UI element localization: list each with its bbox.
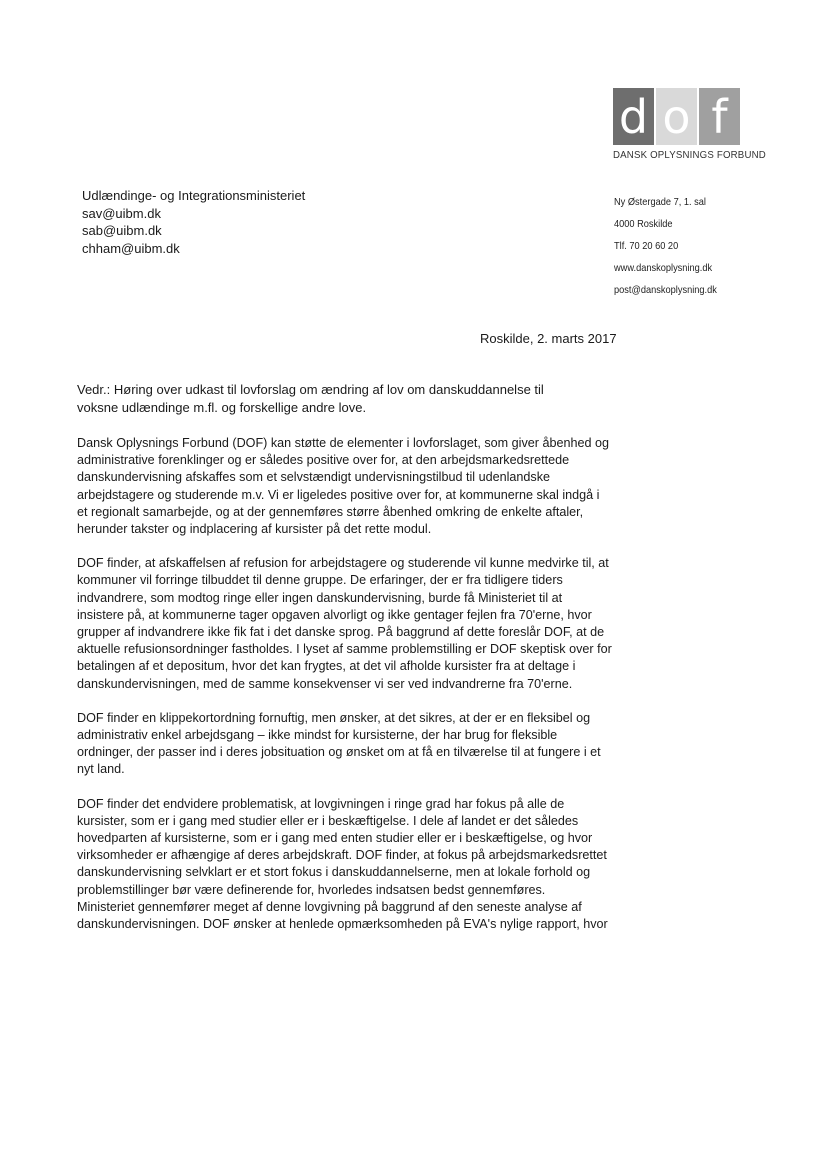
- body-line: indvandrere, som modtog ringe eller ingen danskundervisning, burde få Ministeriet til at: [77, 590, 563, 605]
- recipient-name: Udlændinge- og Integrationsministeriet: [82, 188, 306, 203]
- body-line: DOF finder en klippekortordning fornuftig, men ønsker, at det sikres, at der er en fleksibel og: [77, 710, 591, 725]
- body-line: danskundervisningen, med de samme konsekvenser vi ser ved indvandrerne fra 70'erne.: [77, 676, 573, 691]
- body-line: aktuelle refusionsordninger fastholdes. I lyset af samme problemstilling er DOF skeptisk over for: [77, 642, 612, 657]
- paragraph-problematic: [77, 796, 617, 934]
- sender-city: 4000 Roskilde: [614, 218, 673, 230]
- paragraph-klippekort: [77, 710, 617, 779]
- body-line: ordninger, der passer ind i deres jobsituation og ønsket om at få en tilværelse til at fungere i et: [77, 745, 601, 760]
- paragraph-support: [77, 435, 617, 538]
- body-line: grupper af indvandrere ikke fik fat i det danske sprog. På baggrund af dette foreslår DOF, at de: [77, 625, 605, 640]
- sender-phone: Tlf. 70 20 60 20: [614, 240, 679, 252]
- logo-letter-f: f: [699, 88, 740, 145]
- paragraph-refusion: [77, 555, 617, 693]
- body-line: herunder takster og indplacering af kursister på det rette modul.: [77, 522, 432, 537]
- body-line: insistere på, at kommunerne tager opgaven alvorligt og ikke gentager fejlen fra 70'erne, hvor: [77, 607, 592, 622]
- body-line: betalingen af et depositum, hvor det kan frygtes, at det vil afholde kursister fra at deltage i: [77, 659, 576, 674]
- body-line: danskundervisningen. DOF ønsker at henlede opmærksomheden på EVA's nylige rapport, hvor: [77, 917, 608, 932]
- sender-website: www.danskoplysning.dk: [614, 262, 713, 274]
- sender-address: [614, 191, 717, 301]
- body-line: nyt land.: [77, 762, 125, 777]
- body-line: administrative forenklinger og er således positive over for, at den arbejdsmarkedsrettede: [77, 453, 570, 468]
- sender-email: post@danskoplysning.dk: [614, 284, 717, 296]
- body-line: et regionalt samarbejde, og at der gennemføres større åbenhed omkring de enkelte aftaler,: [77, 504, 584, 519]
- body-line: arbejdstagere og studerende m.v. Vi er ligeledes positive over for, at kommunerne skal indgå i: [77, 487, 600, 502]
- recipient-email: sab@uibm.dk: [82, 223, 162, 238]
- recipient-email: chham@uibm.dk: [82, 240, 180, 256]
- recipient-address: [82, 187, 305, 257]
- logo-letter-d: d: [613, 88, 654, 145]
- body-line: kommuner vil forringe tilbuddet til denne gruppe. De erfaringer, der er fra tidligere tiders: [77, 573, 563, 588]
- logo-letter-o: o: [656, 88, 697, 145]
- sender-street: Ny Østergade 7, 1. sal: [614, 196, 706, 208]
- body-line: problemstillinger bør være definerende for, hvorledes indsatsen bedst gennemføres.: [77, 882, 546, 897]
- logo-letter-boxes: [613, 88, 763, 145]
- body-line: danskundervisning afskaffes som et selvstændigt undervisningstilbud til udenlandske: [77, 470, 551, 485]
- recipient-email: sav@uibm.dk: [82, 205, 161, 221]
- letter-date: Roskilde, 2. marts 2017: [480, 331, 617, 346]
- body-line: Ministeriet gennemfører meget af denne lovgivning på baggrund af den seneste analyse af: [77, 899, 582, 914]
- body-line: kursister, som er i gang med studier eller er i beskæftigelse. I dele af landet er det således: [77, 813, 579, 828]
- logo-organization-name: DANSK OPLYSNINGS FORBUND: [613, 149, 766, 161]
- letter-subject: [77, 381, 557, 416]
- subject-line: Vedr.: Høring over udkast til lovforslag om ændring af lov om danskuddannelse til: [77, 382, 544, 397]
- subject-line: voksne udlændinge m.fl. og forskellige andre love.: [77, 399, 367, 415]
- body-line: danskundervisning selvklart er et stort fokus i danskuddannelserne, men at lokale forhold og: [77, 865, 591, 880]
- body-line: Dansk Oplysnings Forbund (DOF) kan støtte de elementer i lovforslaget, som giver åbenhed og: [77, 436, 609, 450]
- body-line: administrativ enkel arbejdsgang – ikke mindst for kursisterne, der har brug for fleksible: [77, 728, 558, 743]
- body-line: DOF finder det endvidere problematisk, at lovgivningen i ringe grad har fokus på alle de: [77, 796, 565, 811]
- body-line: hovedparten af kursisterne, som er i gang med enten studier eller er i beskæftigelse, og hvor: [77, 831, 593, 846]
- body-line: DOF finder, at afskaffelsen af refusion for arbejdstagere og studerende vil kunne medvirke til, at: [77, 556, 609, 571]
- letter-body: [77, 435, 617, 950]
- body-line: virksomheder er afhængige af deres arbejdskraft. DOF finder, at fokus på arbejdsmarkedsrettet: [77, 848, 607, 863]
- dof-logo: [613, 88, 766, 161]
